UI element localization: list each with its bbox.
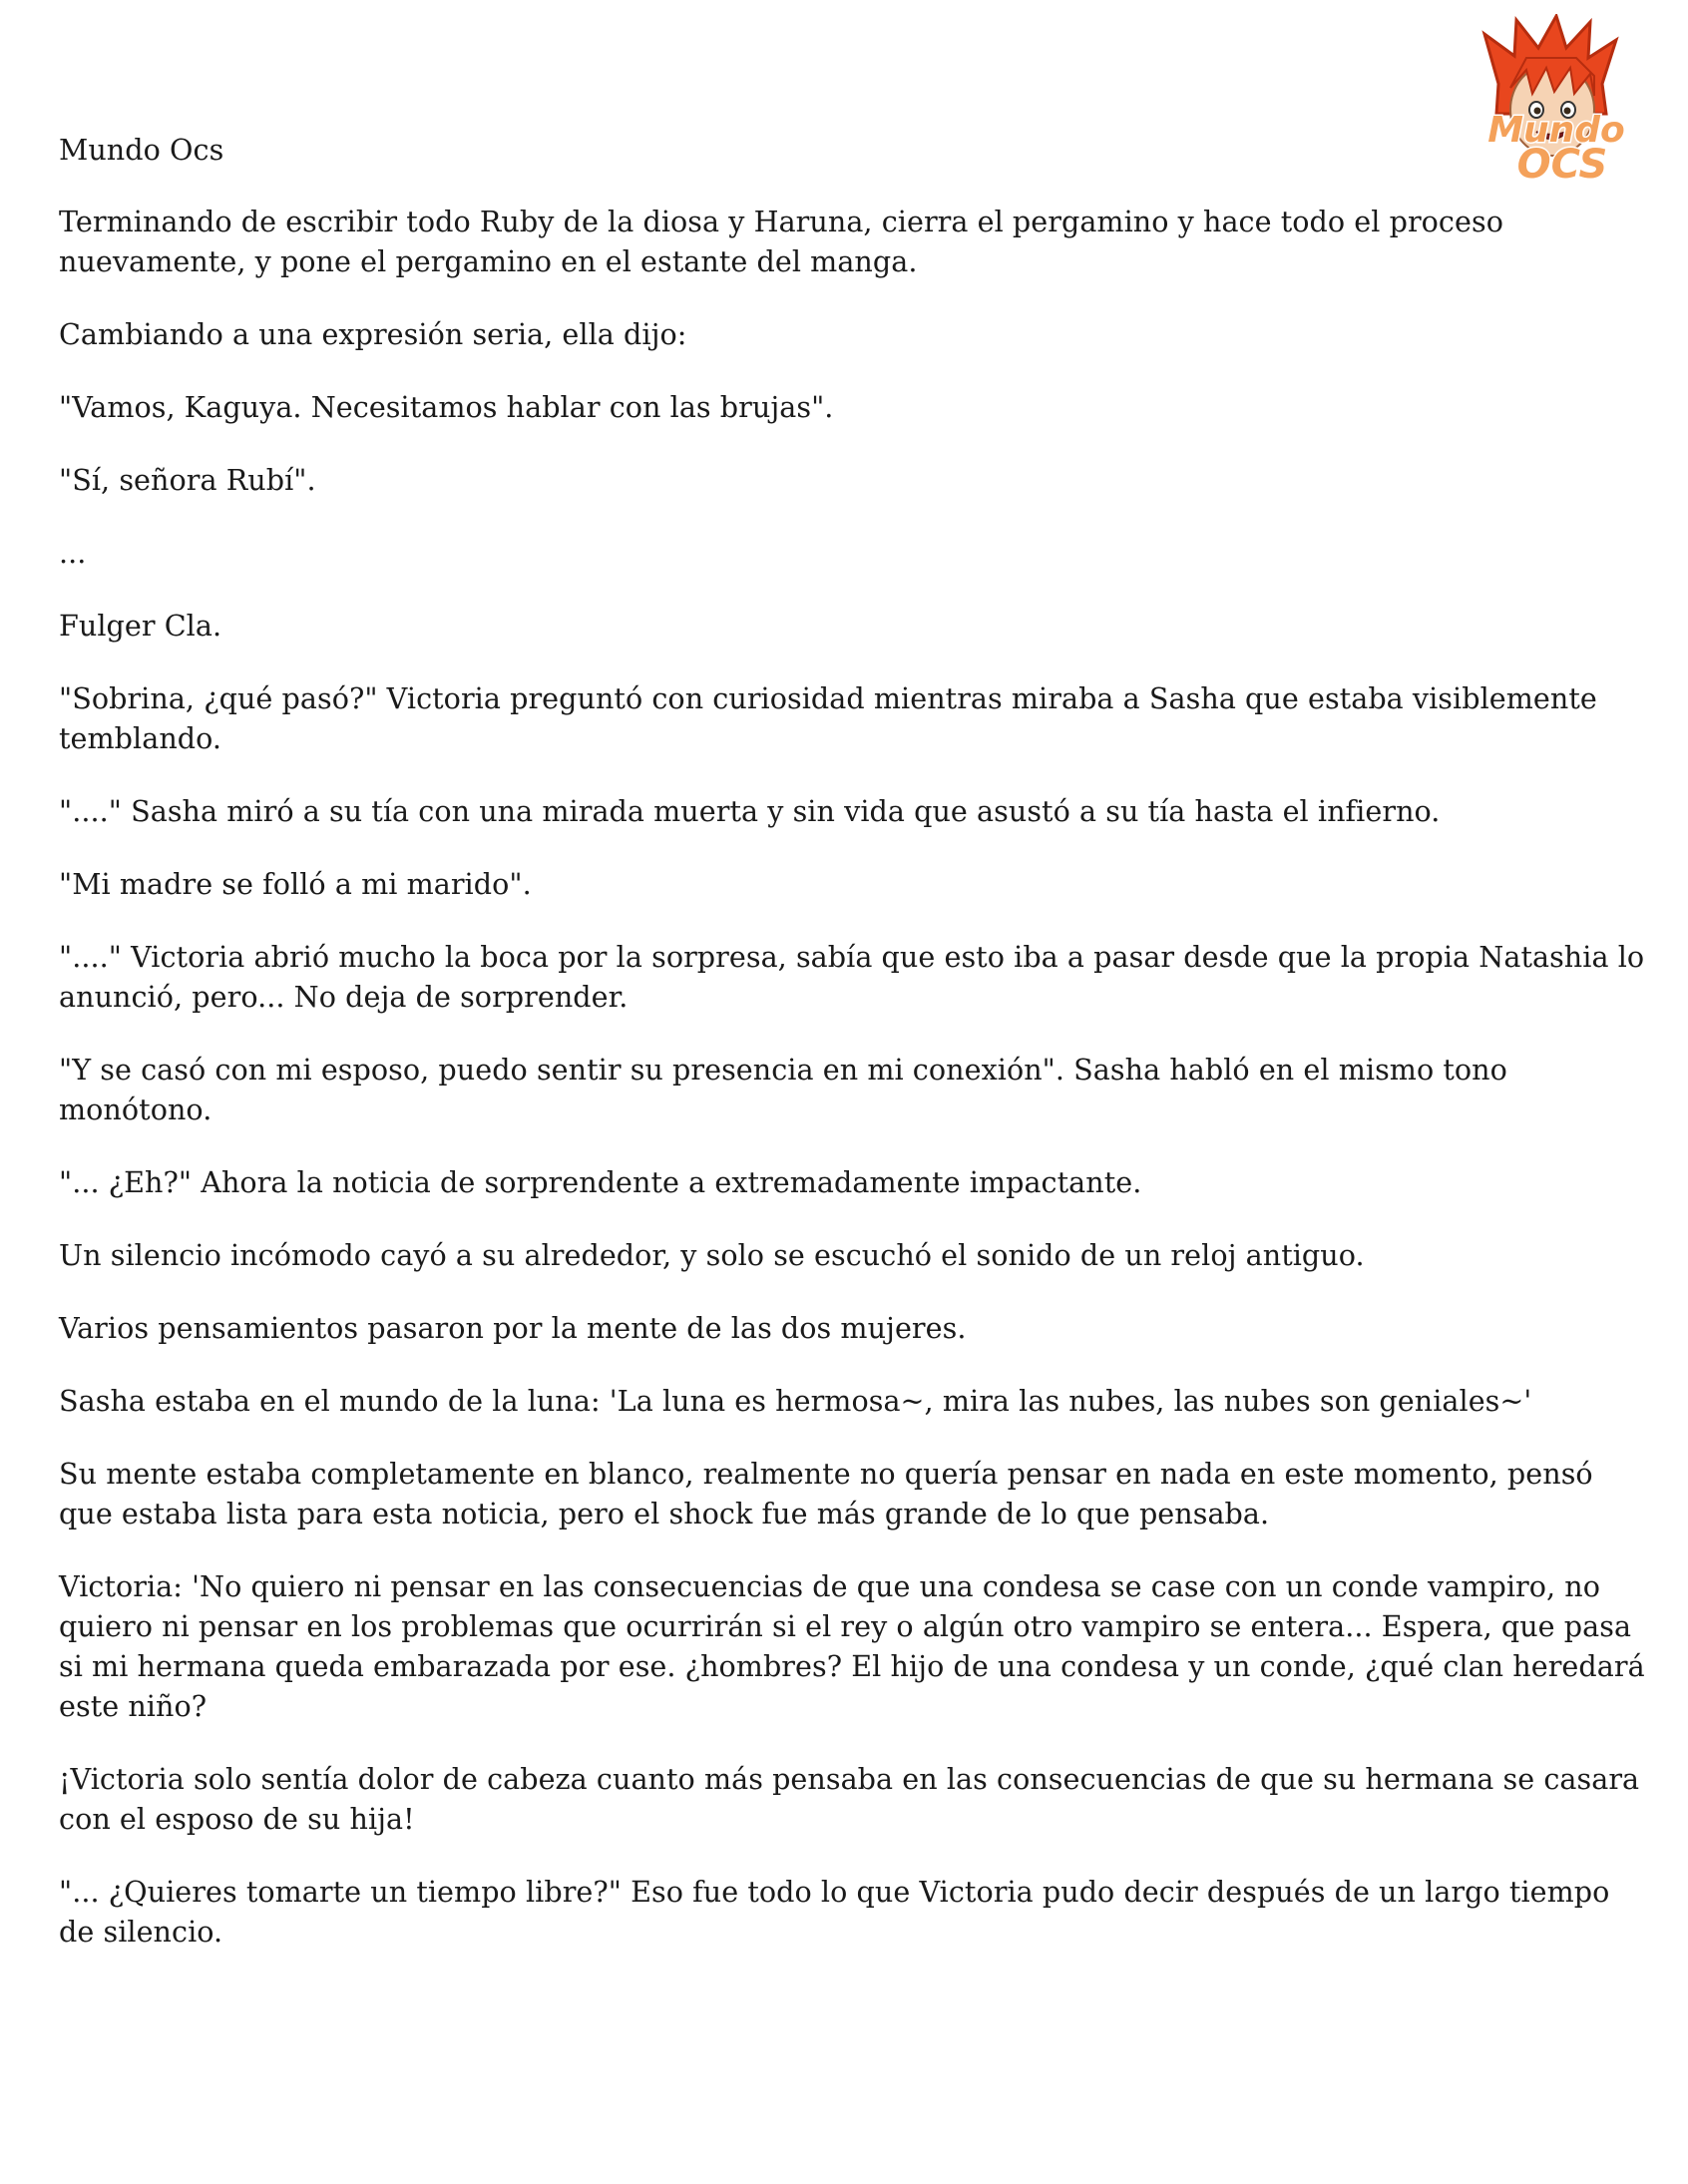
logo-text-top: Mundo [1487, 110, 1625, 151]
paragraph: "Sobrina, ¿qué pasó?" Victoria preguntó con curiosidad mientras miraba a Sasha que estaba visiblemente temblando. [59, 681, 1597, 755]
paragraph: Su mente estaba completamente en blanco, realmente no quería pensar en nada en este momento, pensó que estaba lista para esta noticia, pero el shock fue más grande de lo que pensaba. [59, 1457, 1593, 1530]
paragraph: Cambiando a una expresión seria, ella dijo: [59, 317, 687, 351]
paragraph: "Y se casó con mi esposo, puedo sentir su presencia en mi conexión". Sasha habló en el mismo tono monótono. [59, 1053, 1507, 1126]
paragraph: "... ¿Eh?" Ahora la noticia de sorprendente a extremadamente impactante. [59, 1165, 1142, 1199]
paragraph: "...." Victoria abrió mucho la boca por la sorpresa, sabía que esto iba a pasar desde que la propia Natashia lo anunció, pero... No deja de sorprender. [59, 940, 1645, 1014]
paragraph: Terminando de escribir todo Ruby de la diosa y Haruna, cierra el pergamino y hace todo el proceso nuevamente, y pone el pergamino en el estante del manga. [59, 205, 1503, 278]
paragraph: Sasha estaba en el mundo de la luna: 'La luna es hermosa~, mira las nubes, las nubes son geniales~' [59, 1384, 1532, 1418]
paragraph: ... [59, 536, 87, 570]
paragraph: "Vamos, Kaguya. Necesitamos hablar con las brujas". [59, 390, 834, 424]
paragraph: "Mi madre se folló a mi marido". [59, 867, 532, 901]
paragraph: Un silencio incómodo cayó a su alrededor, y solo se escuchó el sonido de un reloj antiguo. [59, 1238, 1365, 1272]
paragraph: "Sí, señora Rubí". [59, 463, 316, 497]
paragraph: Varios pensamientos pasaron por la mente de las dos mujeres. [59, 1311, 967, 1345]
paragraph: Fulger Cla. [59, 609, 222, 643]
paragraph: "... ¿Quieres tomarte un tiempo libre?" Eso fue todo lo que Victoria pudo decir después de un largo tiempo de silencio. [59, 1875, 1610, 1949]
document-title: Mundo Ocs [59, 133, 224, 167]
paragraph: ¡Victoria solo sentía dolor de cabeza cuanto más pensaba en las consecuencias de que su hermana se casara con el esposo de su hija! [59, 1762, 1640, 1836]
logo-text-bottom: OCS [1516, 142, 1608, 184]
document-body [59, 130, 1645, 1984]
paragraph: "...." Sasha miró a su tía con una mirada muerta y sin vida que asustó a su tía hasta el infierno. [59, 794, 1441, 828]
paragraph: Victoria: 'No quiero ni pensar en las consecuencias de que una condesa se case con un conde vampiro, no quiero ni pensar en los problemas que ocurrirán si el rey o algún otro vampiro se entera... Espera, que pasa si mi hermana queda embarazada por ese. ¿hombres? El hijo de una condesa y un conde, ¿qué clan heredará este niño? [59, 1569, 1645, 1723]
